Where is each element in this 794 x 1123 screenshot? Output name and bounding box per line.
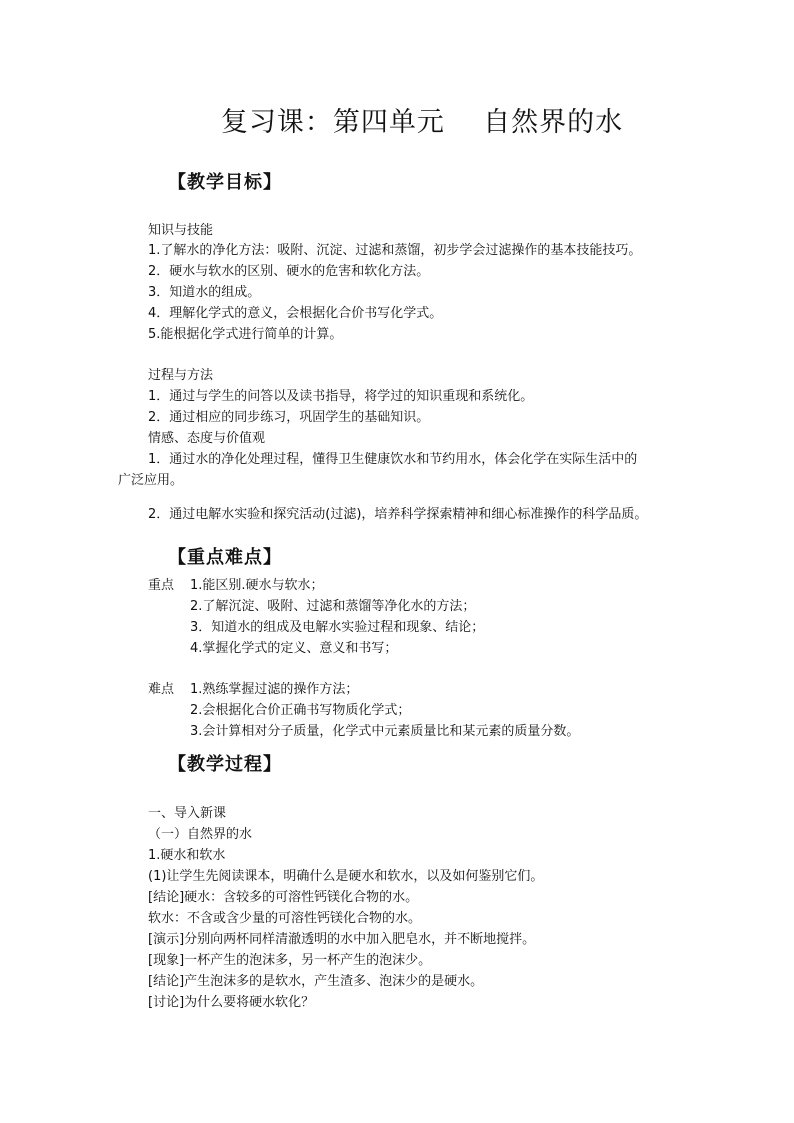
body-line: [讨论]为什么要将硬水软化？ [148,995,315,1010]
topic-title: 1.硬水和软水 [148,848,226,863]
part-title: 一、导入新课 [148,806,227,821]
body-line: [结论]产生泡沫多的是软水，产生渣多、泡沫少的是硬水。 [148,974,484,989]
label-nandian: 难点 [148,682,175,697]
sub-title: （一）自然界的水 [148,827,253,842]
list-item: 1．通过水的净化处理过程，懂得卫生健康饮水和节约用水，体会化学在实际生活中的 [148,452,638,467]
list-item: 3.会计算相对分子质量，化学式中元素质量比和某元素的质量分数。 [190,724,580,739]
section-heading-objectives: 【教学目标】 [168,172,282,193]
subheading-knowledge: 知识与技能 [148,223,214,238]
list-item: 3．知道水的组成。 [148,285,261,300]
list-item: 1.能区别.硬水与软水； [190,578,324,593]
body-line: [演示]分别向两杯同样清澈透明的水中加入肥皂水，并不断地搅拌。 [148,932,536,947]
label-zhongdian: 重点 [148,578,175,593]
list-item: 1．通过与学生的问答以及读书指导，将学过的知识重现和系统化。 [148,389,534,404]
list-item: 4．理解化学式的意义，会根据化合价书写化学式。 [148,306,443,321]
subheading-process: 过程与方法 [148,368,214,383]
subheading-emotion: 情感、态度与价值观 [148,431,266,446]
page-title: 复习课：第四单元 自然界的水 [220,107,624,138]
list-item: 1.熟练掌握过滤的操作方法； [190,682,359,697]
section-heading-key-points: 【重点难点】 [168,547,282,568]
list-item: 2．硬水与软水的区别、硬水的危害和软化方法。 [148,264,430,279]
body-line: [结论]硬水：含较多的可溶性钙镁化合物的水。 [148,890,419,905]
list-item-continuation: 广泛应用。 [118,473,184,488]
list-item: 5.能根据化学式进行简单的计算。 [148,327,343,342]
body-line: [现象]一杯产生的泡沫多，另一杯产生的泡沫少。 [148,953,432,968]
list-item: 2．通过电解水实验和探究活动(过滤)，培养科学探索精神和细心标准操作的科学品质。 [148,507,648,522]
list-item: 4.掌握化学式的定义、意义和书写； [190,641,398,656]
list-item: 2．通过相应的同步练习，巩固学生的基础知识。 [148,410,430,425]
body-line: 软水：不含或含少量的可溶性钙镁化合物的水。 [148,911,422,926]
list-item: 2.了解沉淀、吸附、过滤和蒸馏等净化水的方法； [190,599,476,614]
list-item: 3．知道水的组成及电解水实验过程和现象、结论； [190,620,485,635]
section-heading-process: 【教学过程】 [168,754,282,775]
list-item: 2.会根据化合价正确书写物质化学式； [190,703,411,718]
list-item: 1.了解水的净化方法：吸附、沉淀、过滤和蒸馏，初步学会过滤操作的基本技能技巧。 [148,243,642,258]
body-line: (1)让学生先阅读课本，明确什么是硬水和软水，以及如何鉴别它们。 [148,869,544,884]
